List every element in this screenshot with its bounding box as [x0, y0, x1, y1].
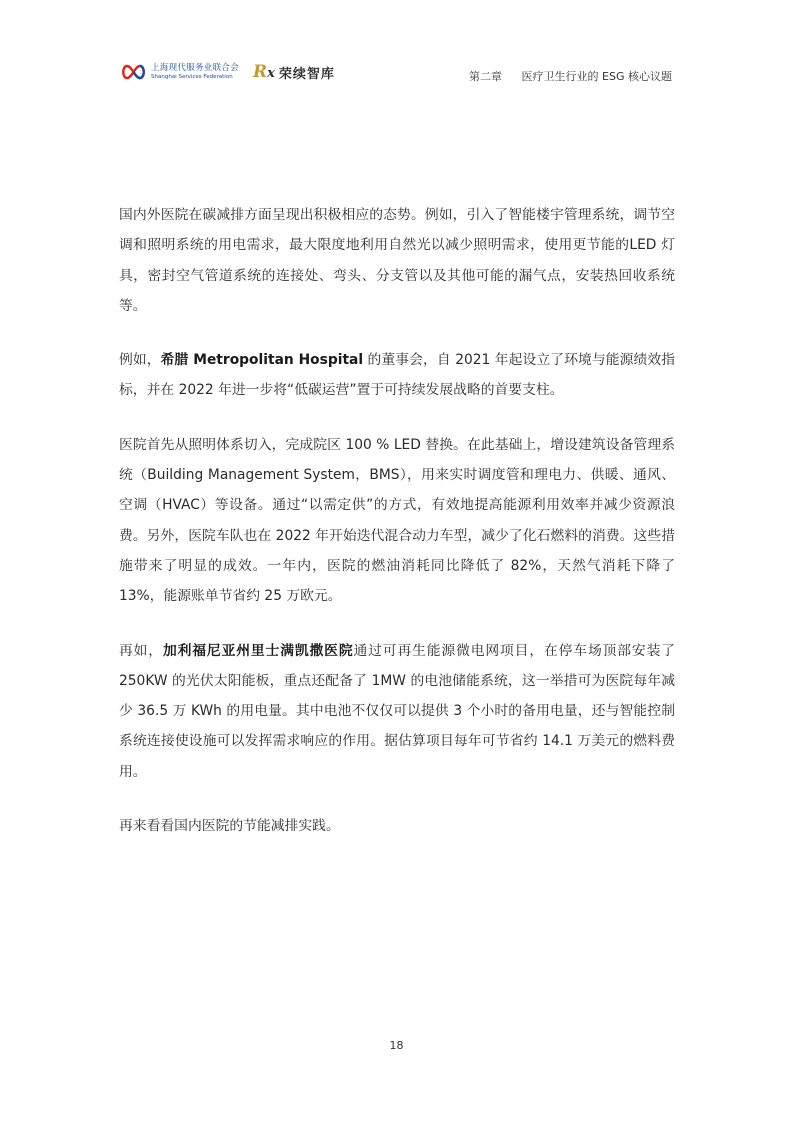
page-number: 18: [389, 1039, 404, 1052]
paragraph-3: [119, 430, 675, 612]
paragraph-5: [119, 811, 675, 841]
rx-logo-icon: Rx: [253, 62, 275, 82]
brand-name: 荣续智库: [278, 66, 335, 82]
body-text: [119, 200, 675, 841]
chapter-heading: [469, 68, 672, 84]
paragraph-text: 通过可再生能源微电网项目，在停车场顶部安装了250KW 的光伏太阳能板，重点还配备了 1MW 的电池储能系统，这一举措可为医院每年减少 36.5 万 KWh 的用电量。其中电池不仅仅可以提供 3 个小时的备用电量，还与智能控制系统连接使设施可以发挥需求响应的作用。据估算项目每年可节省约 14.1 万美元的燃料费用。: [119, 642, 676, 780]
paragraph-lead: 例如，: [119, 352, 161, 369]
paragraph-text: 再来看看国内医院的节能减排实践。: [119, 818, 340, 835]
paragraph-lead: 再如，: [119, 642, 163, 659]
org-name-en: Shanghai Services Federation: [151, 73, 233, 80]
chapter-title: 医疗卫生行业的 ESG 核心议题: [521, 70, 672, 83]
page-header: [0, 0, 793, 96]
paragraph-text: 国内外医院在碳减排方面呈现出积极相应的态势。例如，引入了智能楼宇管理系统，调节空调和照明系统的用电需求，最大限度地利用自然光以减少照明需求，使用更节能的LED 灯具，密封空气管道系统的连接处、弯头、分支管以及其他可能的漏气点，安装热回收系统等。: [119, 207, 675, 314]
paragraph-1: [119, 200, 675, 321]
logo-group: [121, 60, 335, 84]
org-name-cn: 上海现代服务业联合会: [151, 63, 240, 73]
paragraph-text: 的董事会，自 2021 年起设立了环境与能源绩效指标，并在 2022 年进一步将“低碳运营”置于可持续发展战略的首要支柱。: [119, 352, 676, 399]
ssf-logo-icon: [121, 63, 146, 81]
paragraph-emphasis: 希腊 Metropolitan Hospital: [160, 352, 364, 369]
ssf-logo-text: [151, 64, 239, 80]
chapter-number: 第二章: [469, 70, 503, 83]
paragraph-4: [119, 636, 675, 787]
paragraph-2: [119, 345, 675, 406]
paragraph-text: 医院首先从照明体系切入，完成院区 100 % LED 替换。在此基础上，增设建筑设备管理系统（Building Management System，BMS），用来实时调度管和理电力、供暖、通风、空调（HVAC）等设备。通过“以需定供”的方式，有效地提高能源利用效率并减少资源浪费。另外，医院车队也在 2022 年开始迭代混合动力车型，减少了化石燃料的消费。这些措施带来了明显的成效。一年内，医院的燃油消耗同比降低了 82%，天然气消耗下降了 13%，能源账单节省约 25 万欧元。: [119, 436, 675, 605]
paragraph-emphasis: 加利福尼亚州里士满凯撒医院: [162, 642, 354, 659]
